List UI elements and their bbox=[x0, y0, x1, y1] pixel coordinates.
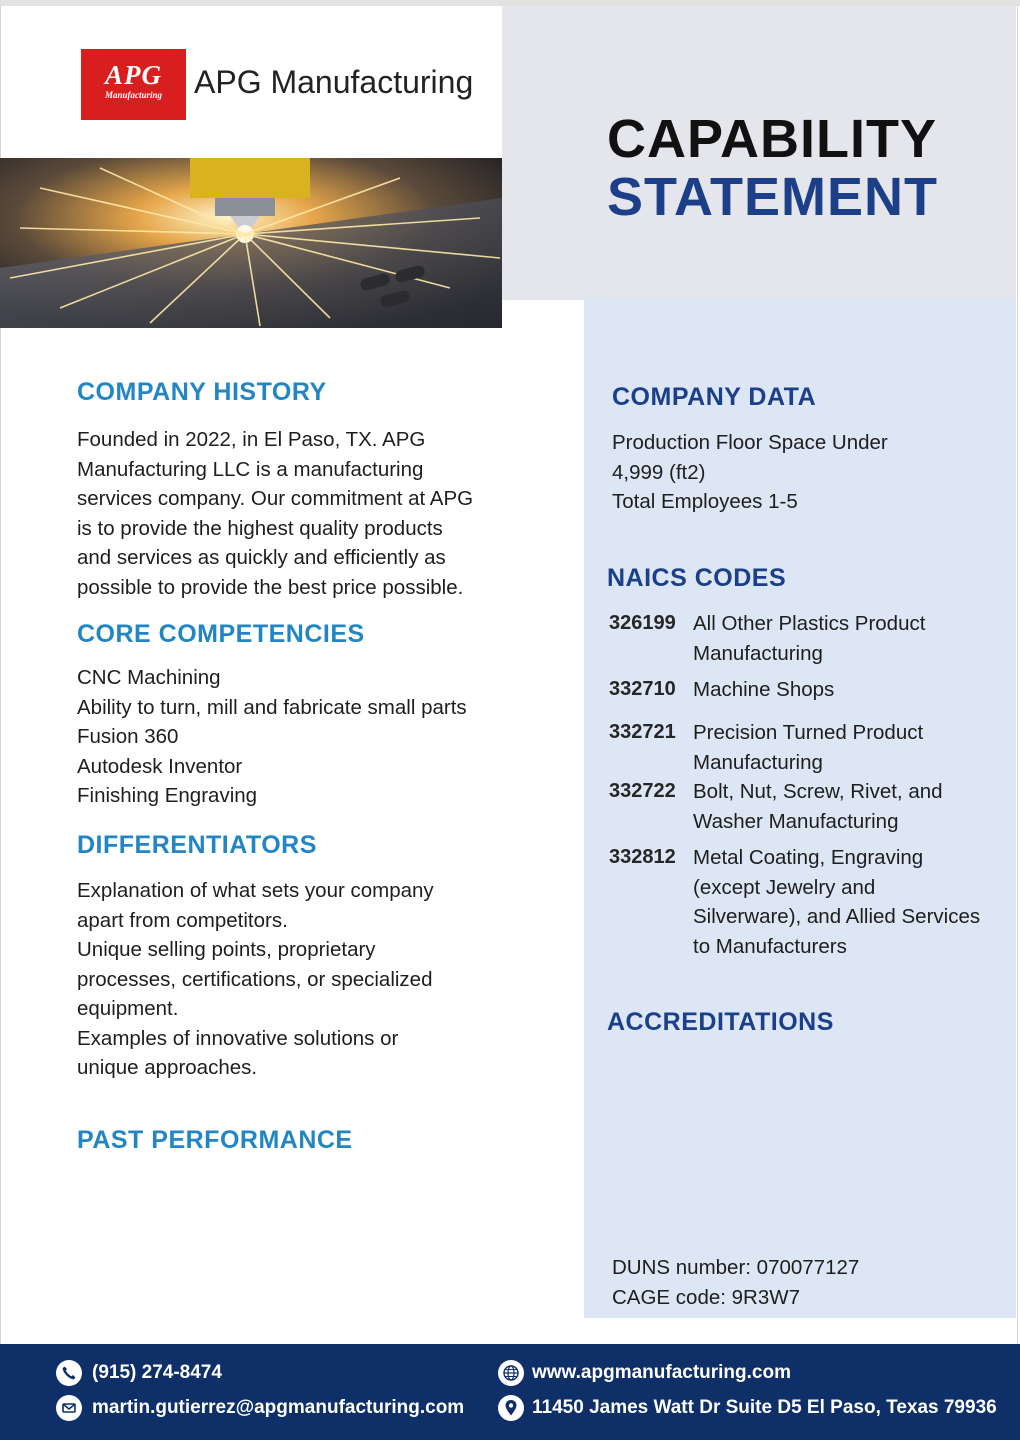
past-performance-heading: PAST PERFORMANCE bbox=[77, 1126, 353, 1154]
naics-code: 332722 bbox=[609, 780, 676, 802]
history-line: Manufacturing LLC is a manufacturing bbox=[77, 457, 424, 481]
naics-description: All Other Plastics Product Manufacturing bbox=[693, 612, 926, 665]
naics-description: Metal Coating, Engraving (except Jewelry and Silverware), and Allied Services to Manufacturers bbox=[693, 846, 981, 958]
title-statement: STATEMENT bbox=[607, 167, 938, 227]
footer-website[interactable]: www.apgmanufacturing.com bbox=[532, 1362, 791, 1383]
differentiator-line: Explanation of what sets your company bbox=[77, 879, 434, 902]
location-pin-icon bbox=[498, 1395, 524, 1421]
naics-code: 332710 bbox=[609, 678, 676, 700]
naics-code: 332721 bbox=[609, 721, 676, 743]
competency-item: Finishing Engraving bbox=[77, 784, 258, 807]
footer-email[interactable]: martin.gutierrez@apgmanufacturing.com bbox=[92, 1397, 465, 1418]
company-data-line: 4,999 (ft2) bbox=[612, 460, 706, 484]
laser-cutting-photo bbox=[0, 158, 502, 328]
competency-item: CNC Machining bbox=[77, 666, 221, 689]
naics-code: 332812 bbox=[609, 846, 676, 868]
core-competencies-list bbox=[77, 663, 467, 811]
differentiator-line: processes, certifications, or specialized bbox=[77, 967, 433, 991]
naics-description: Precision Turned Product Manufacturing bbox=[693, 721, 924, 774]
company-data-heading: COMPANY DATA bbox=[612, 383, 817, 411]
history-line: possible to provide the best price possible. bbox=[77, 575, 464, 599]
company-name: APG Manufacturing bbox=[194, 64, 474, 100]
company-data-line: Production Floor Space Under bbox=[612, 431, 888, 454]
naics-description: Bolt, Nut, Screw, Rivet, and Washer Manufacturing bbox=[693, 780, 943, 833]
globe-icon bbox=[498, 1360, 524, 1386]
history-line: and services as quickly and efficiently as bbox=[77, 546, 446, 569]
company-history-text bbox=[77, 425, 473, 602]
competency-item: Fusion 360 bbox=[77, 725, 179, 748]
footer-address: 11450 James Watt Dr Suite D5 El Paso, Texas 79936 bbox=[532, 1397, 997, 1418]
accreditations-heading: ACCREDITATIONS bbox=[607, 1008, 834, 1036]
email-icon bbox=[56, 1395, 82, 1421]
differentiators-text bbox=[77, 876, 434, 1083]
competency-item: Ability to turn, mill and fabricate small parts bbox=[77, 695, 467, 719]
history-line: services company. Our commitment at APG bbox=[77, 487, 474, 510]
company-data-text bbox=[612, 428, 888, 517]
naics-heading: NAICS CODES bbox=[607, 564, 787, 592]
logo-subtext: Manufacturing bbox=[104, 90, 163, 100]
logo-text: APG bbox=[105, 60, 162, 90]
company-logo bbox=[81, 49, 186, 120]
company-history-heading: COMPANY HISTORY bbox=[77, 378, 327, 406]
differentiator-line: equipment. bbox=[77, 997, 179, 1020]
differentiator-line: Examples of innovative solutions or bbox=[77, 1026, 399, 1050]
competency-item: Autodesk Inventor bbox=[77, 754, 243, 778]
duns-number: DUNS number: 070077127 bbox=[612, 1256, 860, 1279]
differentiator-line: unique approaches. bbox=[77, 1056, 258, 1079]
naics-description: Machine Shops bbox=[693, 678, 835, 701]
footer-phone[interactable]: (915) 274-8474 bbox=[92, 1362, 222, 1383]
history-line: Founded in 2022, in El Paso, TX. APG bbox=[77, 428, 426, 451]
title-capability: CAPABILITY bbox=[607, 109, 937, 169]
company-data-line: Total Employees 1-5 bbox=[612, 490, 798, 513]
naics-code: 326199 bbox=[609, 612, 676, 634]
differentiator-line: Unique selling points, proprietary bbox=[77, 938, 376, 961]
differentiators-heading: DIFFERENTIATORS bbox=[77, 831, 317, 859]
differentiator-line: apart from competitors. bbox=[77, 908, 288, 932]
history-line: is to provide the highest quality products bbox=[77, 516, 443, 540]
cage-code: CAGE code: 9R3W7 bbox=[612, 1285, 800, 1309]
identifiers bbox=[612, 1253, 859, 1312]
contact-footer bbox=[0, 1344, 1020, 1440]
core-competencies-heading: CORE COMPETENCIES bbox=[77, 620, 365, 648]
phone-icon bbox=[56, 1360, 82, 1386]
